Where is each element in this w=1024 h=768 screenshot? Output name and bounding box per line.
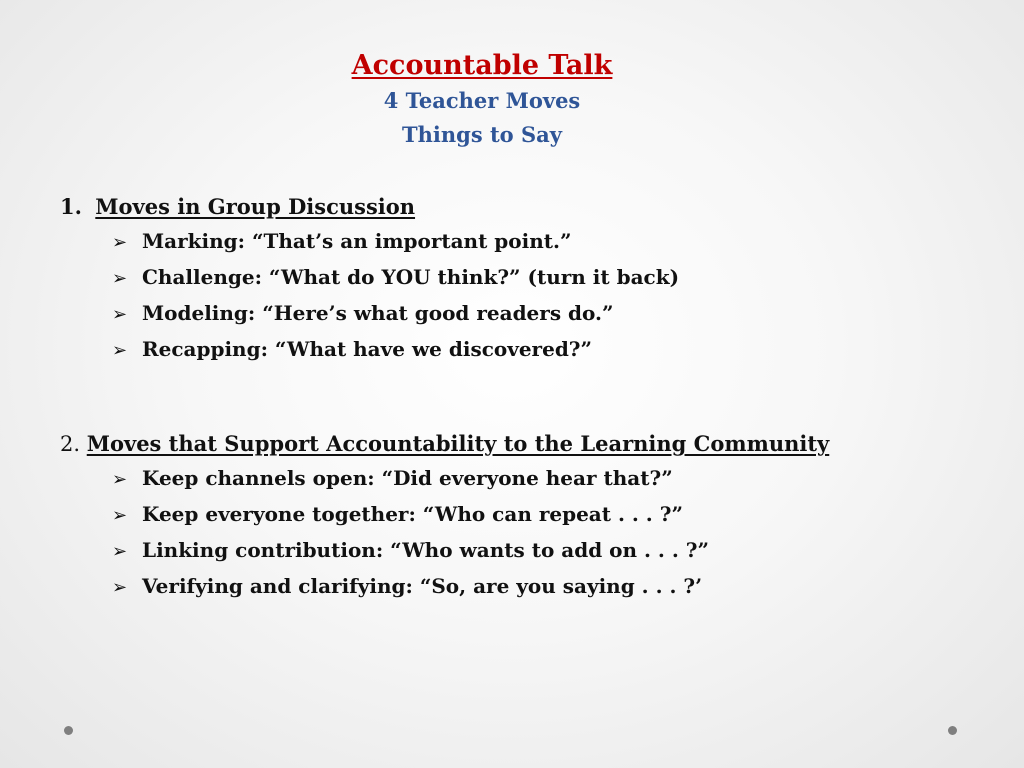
decorative-dot-left — [64, 726, 73, 735]
list-item-text: Recapping: “What have we discovered?” — [142, 337, 593, 361]
list-item — [112, 224, 1000, 260]
list-item-text: Marking: “That’s an important point.” — [142, 229, 572, 253]
moves-list — [60, 224, 1000, 368]
arrow-bullet-icon: ➢ — [112, 340, 128, 361]
section-title: Moves in Group Discussion — [95, 194, 416, 219]
list-item — [112, 569, 1000, 605]
arrow-bullet-icon: ➢ — [112, 505, 128, 526]
list-item — [112, 332, 1000, 368]
list-item-text: Keep channels open: “Did everyone hear that?” — [142, 466, 673, 490]
arrow-bullet-icon: ➢ — [112, 577, 128, 598]
arrow-bullet-icon: ➢ — [112, 232, 128, 253]
list-item — [112, 260, 1000, 296]
list-item-text: Modeling: “Here’s what good readers do.” — [142, 301, 614, 325]
arrow-bullet-icon: ➢ — [112, 304, 128, 325]
arrow-bullet-icon: ➢ — [112, 469, 128, 490]
decorative-dot-right — [948, 726, 957, 735]
slide-title: Accountable Talk — [351, 50, 613, 81]
slide-subtitle-things-to-say: Things to Say — [402, 122, 562, 147]
moves-list — [60, 461, 1000, 605]
arrow-bullet-icon: ➢ — [112, 268, 128, 289]
title-block — [0, 48, 1024, 152]
section-heading — [60, 427, 1000, 461]
section-support-accountability — [60, 427, 1000, 605]
list-item-text: Challenge: “What do YOU think?” (turn it back) — [142, 265, 680, 289]
list-item-text: Linking contribution: “Who wants to add on . . . ?” — [142, 538, 709, 562]
list-item — [112, 461, 1000, 497]
list-item-text: Verifying and clarifying: “So, are you saying . . . ?’ — [142, 574, 703, 598]
section-heading — [60, 190, 1000, 224]
section-title: Moves that Support Accountability to the Learning Community — [86, 431, 830, 456]
list-item-text: Keep everyone together: “Who can repeat . . . ?” — [142, 502, 683, 526]
section-number: 2. — [60, 432, 81, 456]
list-item — [112, 533, 1000, 569]
section-group-discussion — [60, 190, 1000, 368]
arrow-bullet-icon: ➢ — [112, 541, 128, 562]
list-item — [112, 497, 1000, 533]
slide-subtitle-teacher-moves: 4 Teacher Moves — [383, 88, 581, 113]
list-item — [112, 296, 1000, 332]
section-number: 1. — [60, 194, 82, 219]
